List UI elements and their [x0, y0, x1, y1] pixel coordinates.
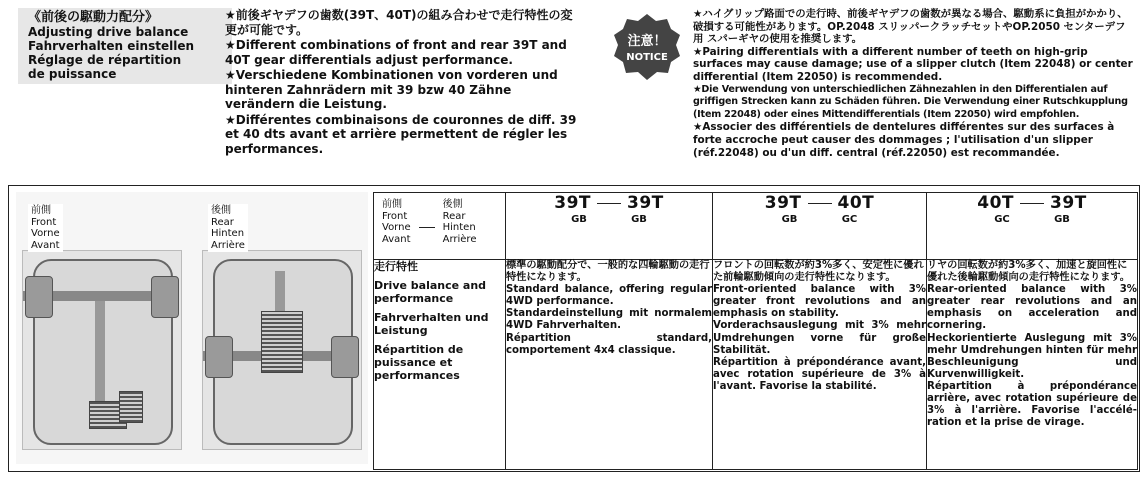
desc-en: Rear-oriented balance with 3% greater rear revolutions and an emphasis on acceleration and cornering. [927, 284, 1137, 332]
title-line: Réglage de répartition [28, 53, 182, 67]
desc-jp: 標準の駆動配分で、一般的な四輪駆動の走行特性になります。 [506, 260, 710, 284]
rear-gear-code: GC [841, 214, 858, 225]
row-label [374, 260, 506, 470]
title-line: de puissance [28, 67, 117, 81]
rear-teeth: 39T [627, 193, 664, 213]
gear-illustrations [16, 192, 368, 464]
desc-en: Standard balance, offering regular 4WD performance. [506, 284, 712, 308]
desc-fr: Répartition standard, comportement 4x4 classique. [506, 332, 712, 356]
wheel-shape [331, 336, 359, 378]
front-gear-code: GC [994, 214, 1010, 225]
notice-badge-jp: 注意！ [627, 34, 667, 49]
header-line: Avant [382, 233, 411, 245]
notice-text [693, 8, 1133, 159]
desc-de: Heckorientierte Auslegung mit 3% mehr Umdrehungen hinten für mehr Beschleunigung und Kurvenwilligkeit. [927, 332, 1137, 380]
front-rear-header [374, 193, 506, 260]
gear-shape [261, 311, 303, 373]
row-label-de: Fahrverhalten und Leistung [374, 311, 489, 337]
rear-gear-illustration [202, 250, 362, 450]
front-gear-illustration [22, 250, 182, 450]
header-line: Rear [442, 210, 466, 222]
notice-en: ★Pairing differentials with a different number of teeth on high-grip surfaces may cause damage; use of a slipper clutch (Item 22048) or center differential (Item 22050) is recommended. [693, 45, 1133, 83]
combo-header [927, 193, 1138, 260]
wheel-shape [151, 276, 179, 318]
rear-gear-code: GB [631, 214, 647, 225]
desc-fr: Répartition à prépondérance avant, avec rotation supérieure de 3% à l'avant. Favorise la stabilité. [713, 356, 926, 392]
title-jp: 《前後の駆動力配分》 [28, 10, 159, 25]
gear-shape [119, 391, 143, 423]
combo-header [506, 193, 713, 260]
front-teeth: 40T [977, 193, 1014, 213]
front-teeth: 39T [554, 193, 591, 213]
intro-jp: ★前後ギヤデフの歯数(39T、40T)の組み合わせで走行特性の変更が可能です。 [225, 8, 573, 37]
caption-line: Vorne [31, 228, 60, 239]
caption-line: Avant [31, 239, 60, 251]
rear-gear-code: GB [1054, 214, 1070, 225]
table-header-row [374, 193, 1138, 260]
combo-header [713, 193, 927, 260]
rear-teeth: 40T [837, 193, 875, 213]
front-header-labels [382, 199, 411, 245]
header-line: Vorne [382, 222, 411, 233]
front-gear-code: GB [781, 214, 798, 225]
combo-description [506, 260, 713, 470]
combo-dash [808, 203, 832, 204]
notice-de: ★Die Verwendung von unterschiedlichen Zähnezahlen in den Differentialen auf griffigen Strecken kann zu Schäden führen. Die Verwendung einer Rutschkupplung (Item 22048) oder eines Mittendifferentials (Item 22050) wird empfohlen. [693, 83, 1128, 120]
front-caption [28, 204, 63, 252]
rear-caption [208, 204, 248, 252]
caption-line: Hinten [211, 228, 245, 239]
wheel-shape [25, 276, 53, 318]
desc-en: Front-oriented balance with 3% greater front revolutions and an emphasis on stability. [713, 284, 926, 320]
combo-dash [1020, 203, 1044, 204]
notice-badge-en: NOTICE [626, 52, 668, 63]
row-label-jp: 走行特性 [374, 260, 418, 273]
desc-de: Vorderachsauslegung mit 3% mehr Umdrehungen vorne für große Stabilität. [713, 320, 926, 356]
title-line: Adjusting drive balance [28, 25, 189, 39]
caption-line: 後側 [211, 205, 231, 216]
caption-line: 前側 [31, 205, 51, 216]
front-gear-code: GB [571, 214, 587, 225]
drive-balance-table [373, 192, 1138, 470]
caption-line: Arrière [211, 239, 245, 251]
caption-line: Front [31, 216, 57, 228]
section-title [18, 8, 232, 84]
desc-jp: フロントの回転数が約3%多く、安定性に優れた前輪駆動傾向の走行特性になります。 [713, 260, 924, 284]
row-label-en: Drive balance and performance [374, 279, 487, 305]
header-line: 後側 [442, 199, 463, 210]
header-line: Hinten [442, 222, 476, 233]
notice-fr: ★Associer des différentiels de dentelures différentes sur des surfaces à forte accroche peut causer des dommages ; l'utilisation d'un slipper (réf.22048) ou d'un diff. central (réf.22050) est recommandée. [693, 121, 1115, 159]
rear-header-labels [443, 199, 477, 245]
front-teeth: 39T [764, 193, 802, 213]
header-line: Front [382, 210, 408, 222]
table-row [374, 260, 1138, 470]
desc-jp: リヤの回転数が約3%多く、加速と旋回性に優れた後輪駆動傾向の走行特性になります。 [927, 260, 1130, 284]
notice-jp: ★ハイグリップ路面での走行時、前後ギヤデフの歯数が異なる場合、駆動系に負担がかかり、破損する可能性があります。OP.2048 スリッパークラッチセットやOP.2050 センターデフ用 スパーギヤの使用を推奨します。 [693, 8, 1128, 46]
intro-de: ★Verschiedene Kombinationen von vorderen und hinteren Zahnrädern mit 39 bzw 40 Zähne verändern die Leistung. [225, 68, 558, 111]
header-line: 前側 [382, 199, 402, 210]
intro-fr: ★Différentes combinaisons de couronnes de diff. 39 et 40 dts avant et arrière permettent de régler les performances. [225, 112, 577, 156]
desc-de: Standardeinstellung mit normalem 4WD Fahrverhalten. [506, 308, 712, 332]
header-dash [419, 227, 435, 228]
combo-dash [597, 203, 621, 204]
row-label-fr: Répartition de puissance et performances [374, 343, 464, 382]
intro-text [225, 8, 577, 157]
title-line: Fahrverhalten einstellen [28, 39, 195, 53]
notice-badge [612, 12, 682, 82]
intro-en: ★Different combinations of front and rear 39T and 40T gear differentials adjust performance. [225, 38, 567, 67]
desc-fr: Répartition à prépondérance arrière, avec rotation supérieure de 3% à l'arrière. Favorise l'accélé-ration et la prise de virage. [927, 380, 1137, 429]
caption-line: Rear [211, 216, 234, 228]
combo-description [713, 260, 927, 470]
header-line: Arrière [442, 233, 477, 245]
combo-description [927, 260, 1138, 470]
rear-teeth: 39T [1050, 193, 1087, 213]
wheel-shape [205, 336, 233, 378]
